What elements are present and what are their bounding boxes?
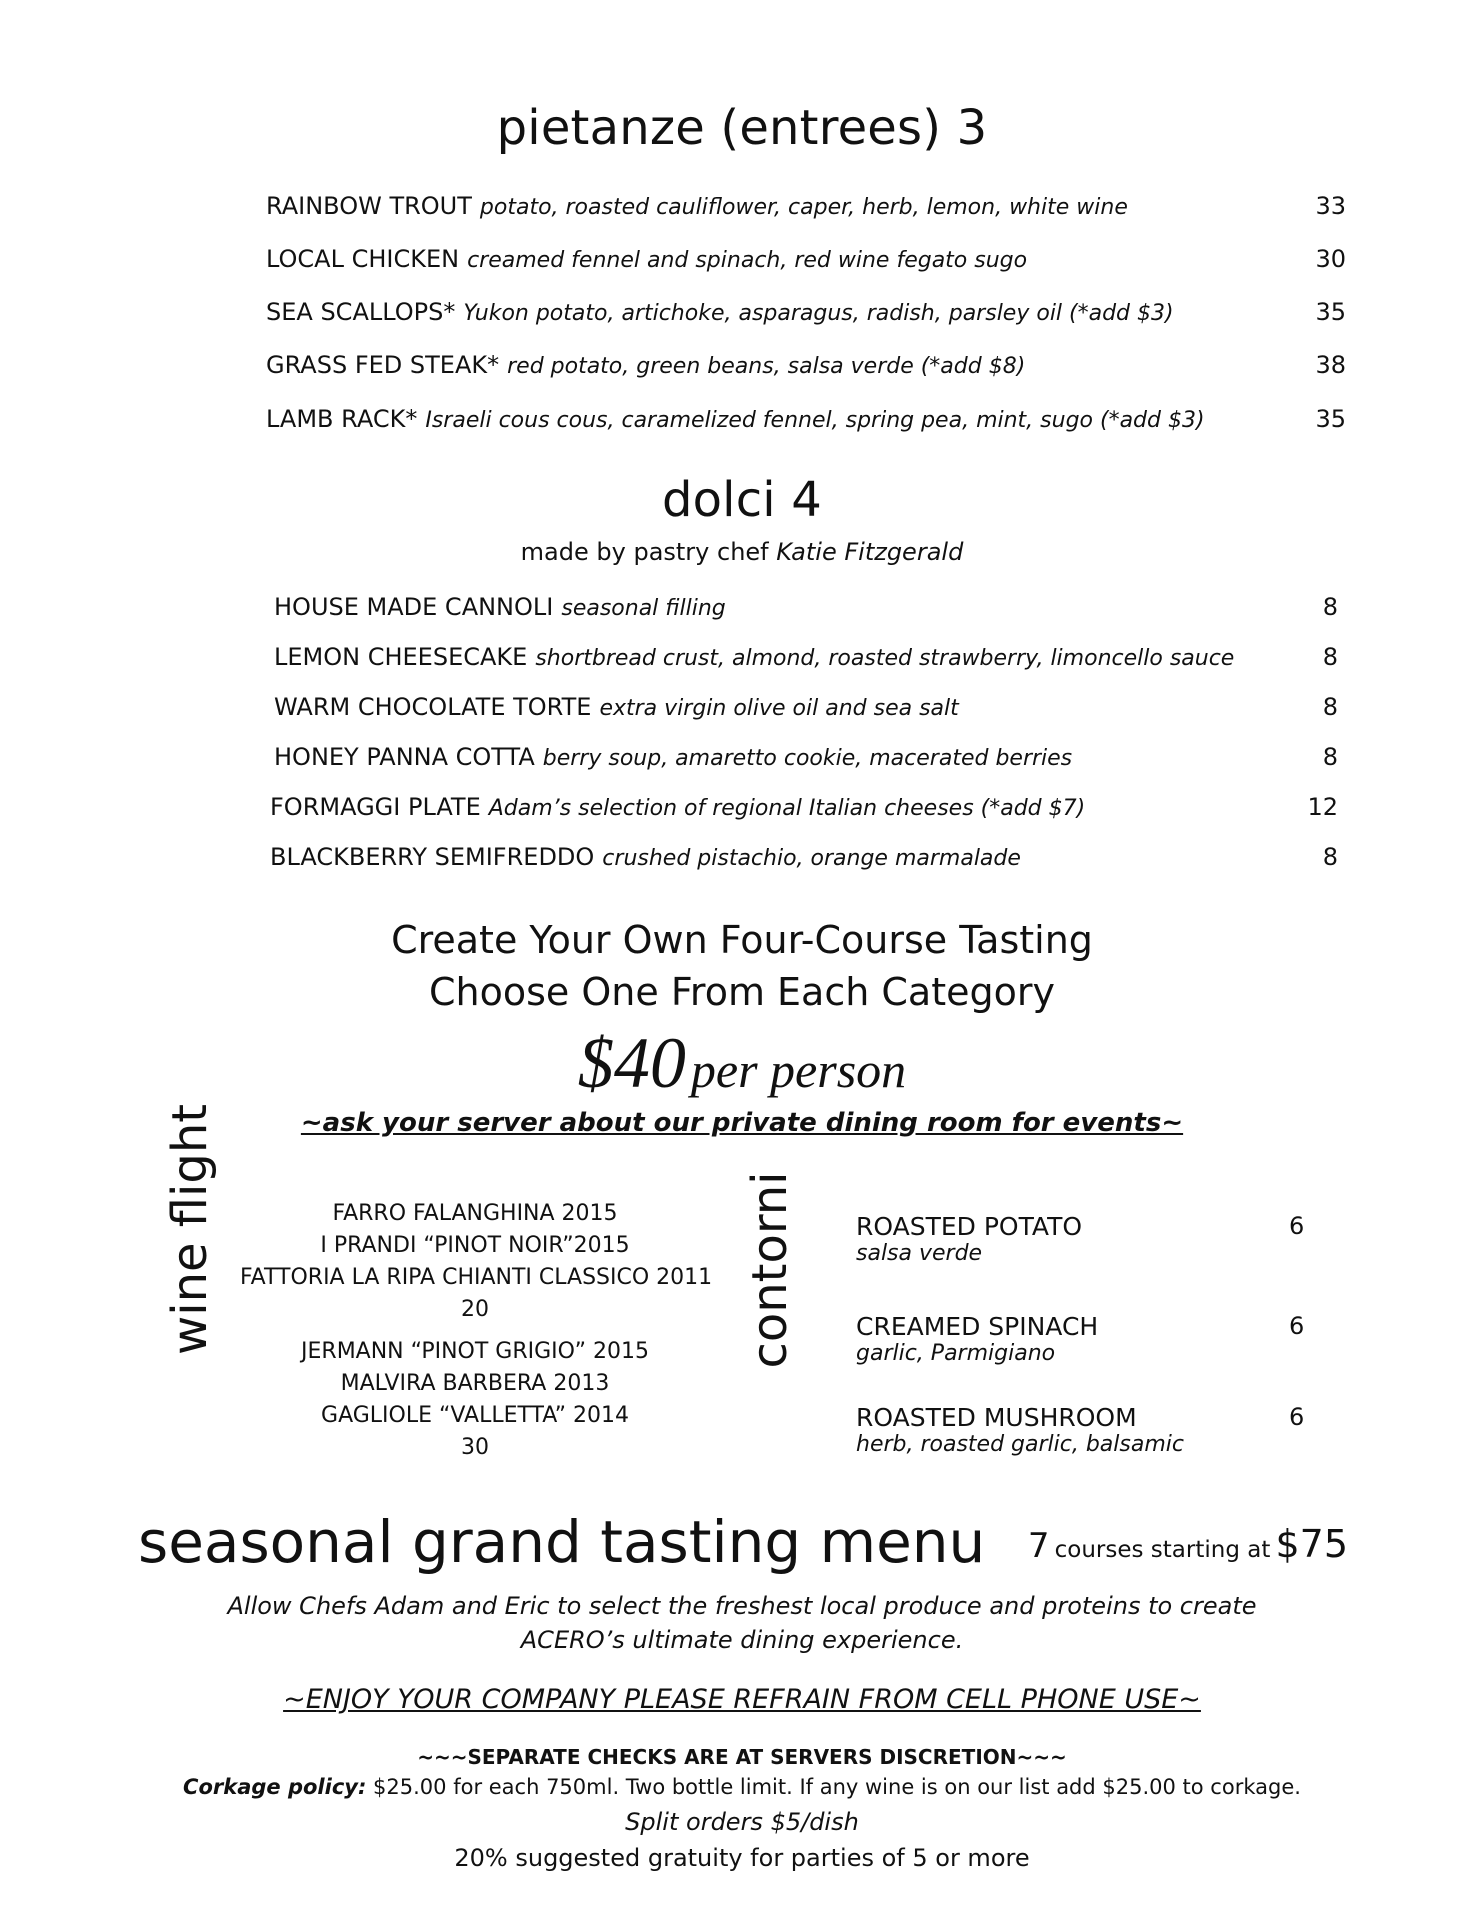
menu-item: [274, 643, 1338, 685]
item-name: BLACKBERRY SEMIFREDDO: [270, 843, 595, 871]
side-name: ROASTED POTATO: [856, 1212, 1083, 1241]
item-price: 30: [1315, 245, 1346, 273]
private-dining-note: ~ask your server about our private dining room for events~: [300, 1108, 1184, 1138]
item-desc: shortbread crust, almond, roasted strawberry, limoncello sauce: [535, 646, 1235, 671]
cell-phone-notice: ~ENJOY YOUR COMPANY PLEASE REFRAIN FROM CELL PHONE USE~: [283, 1684, 1201, 1715]
item-name: RAINBOW TROUT: [266, 192, 472, 220]
tasting-line-2: Choose One From Each Category: [429, 970, 1055, 1014]
menu-item: [270, 843, 1338, 885]
grand-tasting-header: [138, 1508, 1348, 1588]
tasting-price-line: [0, 1022, 1484, 1105]
menu-item: [266, 192, 1346, 234]
side-item: [856, 1403, 1316, 1457]
side-price: 6: [1289, 1212, 1305, 1240]
menu-item: [266, 298, 1346, 340]
gratuity-note: 20% suggested gratuity for parties of 5 or more: [454, 1844, 1030, 1872]
wine-flight-price: 30: [461, 1435, 489, 1460]
item-price: 35: [1315, 405, 1346, 433]
wine-item: MALVIRA BARBERA 2013: [340, 1371, 610, 1396]
corkage-label: Corkage policy:: [183, 1775, 367, 1799]
corkage-text: $25.00 for each 750ml. Two bottle limit. If any wine is on our list add $25.00 to corkage.: [373, 1775, 1301, 1799]
wine-flight-title: wine flight: [162, 1103, 218, 1355]
menu-item: [274, 593, 1338, 635]
item-price: 35: [1315, 298, 1346, 326]
item-desc: potato, roasted cauliflower, caper, herb, lemon, white wine: [479, 195, 1128, 220]
menu-item: [266, 405, 1346, 447]
corkage-policy: [0, 1775, 1484, 1799]
item-price: 8: [1322, 743, 1338, 771]
grand-tasting-title: seasonal grand tasting menu: [138, 1508, 986, 1576]
pastry-chef-name: Katie Fitzgerald: [776, 538, 964, 566]
item-price: 33: [1315, 192, 1346, 220]
grand-desc-line-2: ACERO’s ultimate dining experience.: [520, 1626, 964, 1654]
side-item: [856, 1212, 1316, 1266]
item-price: 38: [1315, 351, 1346, 379]
item-price: 8: [1322, 643, 1338, 671]
side-desc: salsa verde: [856, 1241, 983, 1266]
side-desc: herb, roasted garlic, balsamic: [856, 1432, 1184, 1457]
item-name: LEMON CHEESECAKE: [274, 643, 528, 671]
wine-item: JERMANN “PINOT GRIGIO” 2015: [301, 1339, 649, 1364]
item-desc: seasonal filling: [561, 596, 726, 621]
split-orders-note: Split orders $5/dish: [625, 1808, 859, 1836]
wine-flight-list: [240, 1198, 713, 1464]
menu-item: [266, 245, 1346, 287]
tasting-price: $40: [577, 1023, 686, 1103]
side-item: [856, 1312, 1316, 1366]
wine-item: FATTORIA LA RIPA CHIANTI CLASSICO 2011: [240, 1265, 713, 1290]
item-name: LOCAL CHICKEN: [266, 245, 460, 273]
item-desc: Yukon potato, artichoke, asparagus, radish, parsley oil (*add $3): [463, 301, 1174, 326]
contorni-title: contorni: [742, 1171, 798, 1369]
wine-item: GAGLIOLE “VALLETTA” 2014: [321, 1403, 629, 1428]
item-desc: Israeli cous cous, caramelized fennel, spring pea, mint, sugo (*add $3): [425, 408, 1205, 433]
item-price: 8: [1322, 693, 1338, 721]
wine-item: I PRANDI “PINOT NOIR”2015: [320, 1233, 630, 1258]
item-desc: extra virgin olive oil and sea salt: [599, 696, 959, 721]
menu-item: [274, 743, 1338, 785]
item-desc: crushed pistachio, orange marmalade: [602, 846, 1021, 871]
item-price: 12: [1307, 793, 1338, 821]
grand-price: $75: [1275, 1522, 1348, 1566]
grand-desc-line-1: Allow Chefs Adam and Eric to select the freshest local produce and proteins to create: [227, 1592, 1257, 1620]
item-name: WARM CHOCOLATE TORTE: [274, 693, 592, 721]
item-desc: creamed fennel and spinach, red wine fegato sugo: [467, 248, 1028, 273]
item-price: 8: [1322, 593, 1338, 621]
tasting-per-person: per person: [690, 1042, 907, 1098]
grand-tasting-price-line: [1028, 1522, 1348, 1566]
grand-courses-text: courses starting at: [1054, 1537, 1271, 1563]
item-name: HONEY PANNA COTTA: [274, 743, 535, 771]
menu-item: [270, 793, 1338, 835]
side-name: CREAMED SPINACH: [856, 1312, 1099, 1341]
item-desc: red potato, green beans, salsa verde (*add $8): [507, 354, 1026, 379]
side-price: 6: [1289, 1312, 1305, 1340]
menu-item: [274, 693, 1338, 735]
item-desc: Adam’s selection of regional Italian cheeses (*add $7): [488, 796, 1086, 821]
item-name: GRASS FED STEAK*: [266, 351, 500, 379]
wine-flight-price: 20: [461, 1297, 489, 1322]
grand-course-count: 7: [1027, 1526, 1050, 1566]
wine-item: FARRO FALANGHINA 2015: [332, 1201, 618, 1226]
dolci-title: dolci 4: [661, 472, 823, 528]
item-price: 8: [1322, 843, 1338, 871]
item-desc: berry soup, amaretto cookie, macerated berries: [542, 746, 1073, 771]
entrees-title: pietanze (entrees) 3: [496, 100, 988, 156]
menu-item: [266, 351, 1346, 393]
item-name: SEA SCALLOPS*: [266, 298, 456, 326]
side-desc: garlic, Parmigiano: [856, 1341, 1056, 1366]
dolci-subtitle: [0, 538, 1484, 566]
side-name: ROASTED MUSHROOM: [856, 1403, 1137, 1432]
item-name: LAMB RACK*: [266, 405, 418, 433]
subtitle-prefix: made by pastry chef: [520, 538, 769, 566]
item-name: FORMAGGI PLATE: [270, 793, 481, 821]
separate-checks-notice: ~~~SEPARATE CHECKS ARE AT SERVERS DISCRETION~~~: [417, 1745, 1067, 1769]
item-name: HOUSE MADE CANNOLI: [274, 593, 554, 621]
tasting-line-1: Create Your Own Four-Course Tasting: [391, 918, 1093, 962]
side-price: 6: [1289, 1403, 1305, 1431]
